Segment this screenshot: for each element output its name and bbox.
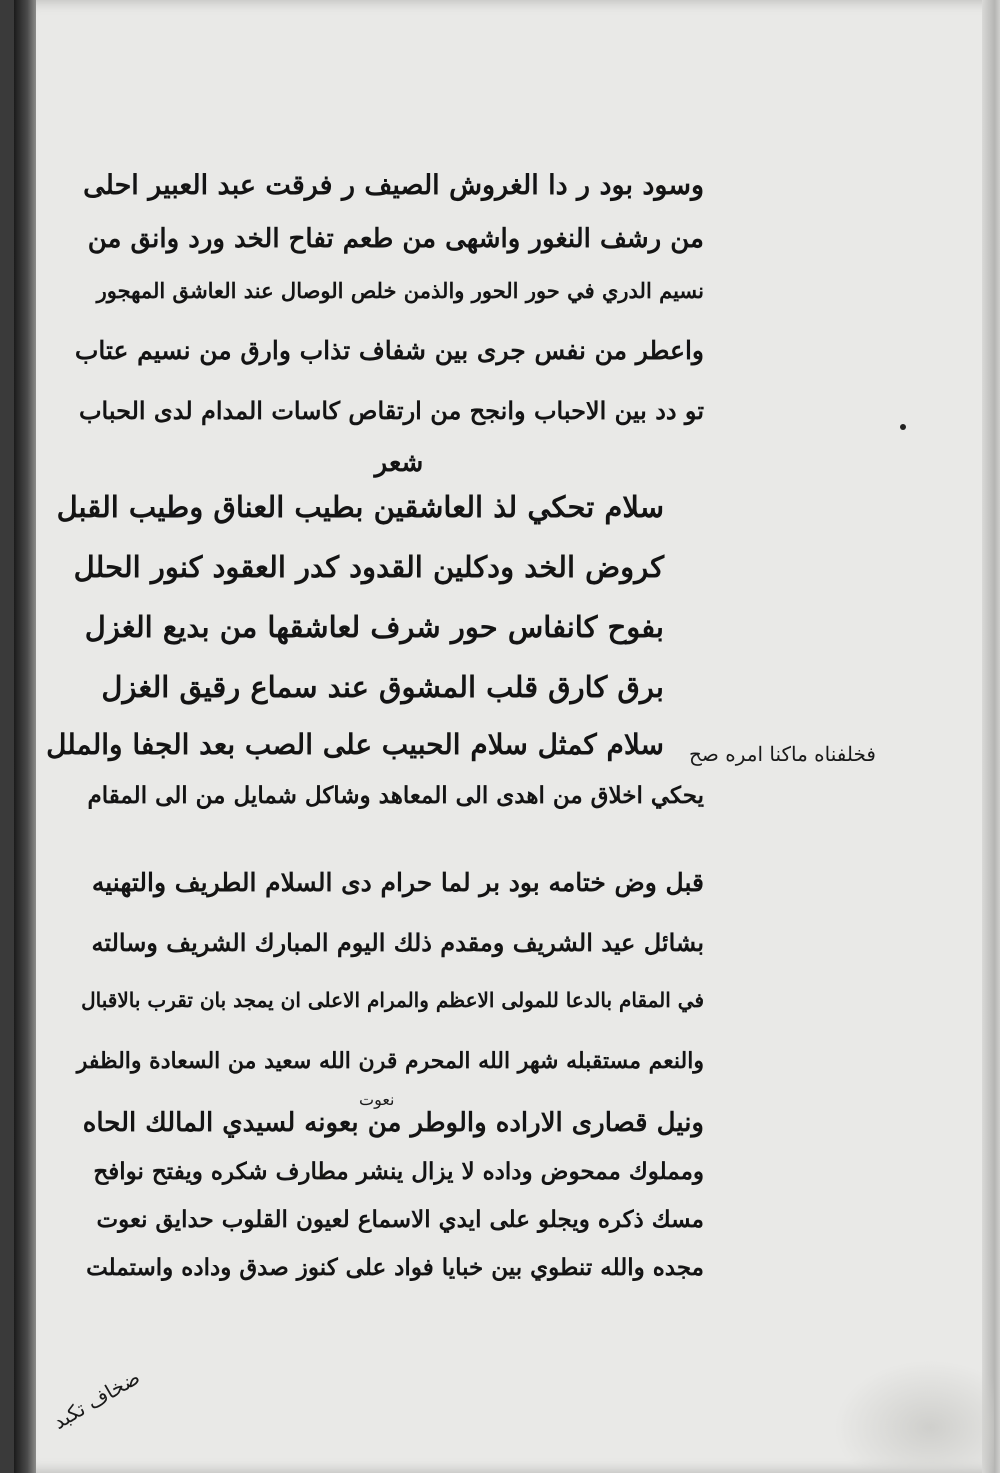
text-line: تو دد بين الاحباب وانجح من ارتقاص كاسات المدام لدى الحباب [78, 396, 704, 425]
text-line: نسيم الدري في حور الحور والذمن خلص الوصال عند العاشق المهجور [96, 278, 704, 303]
text-line: وسود بود ر دا الغروش الصيف ر فرقت عبد العبير احلى [83, 170, 704, 201]
page-edge [982, 0, 1000, 1473]
paper-stain [834, 1360, 994, 1473]
poem-line: كروض الخد ودكلين القدود كدر العقود كنور الحلل [73, 550, 664, 584]
poem-line: سلام تحكي لذ العاشقين بطيب العناق وطيب القبل [56, 490, 664, 524]
catchword: ضخاف تكبد [48, 1365, 144, 1434]
text-line: ونيل قصارى الاراده والوطر من بعونه لسيدي المالك الحاه [82, 1108, 704, 1138]
text-line: يحكي اخلاق من اهدى الى المعاهد وشاكل شمايل من الى المقام [87, 782, 704, 809]
poem-line: سلام كمثل سلام الحبيب على الصب بعد الجفا والملل [46, 728, 664, 761]
binding-gutter [14, 0, 36, 1473]
text-line: مسك ذكره ويجلو على ايدي الاسماع لعيون القلوب حدايق نعوت [96, 1206, 704, 1233]
manuscript-page [14, 0, 1000, 1473]
margin-note: فخلفناه ماكنا امره صح [688, 742, 876, 766]
text-line: قبل وض ختامه بود بر لما حرام دى السلام الطريف والتهنيه [91, 868, 704, 897]
text-line: والنعم مستقبله شهر الله المحرم قرن الله سعيد من السعادة والظفر [76, 1048, 704, 1074]
text-line: من رشف النغور واشهى من طعم تفاح الخد ورد وانق من [87, 224, 704, 254]
text-line: ومملوك ممحوض وداده لا يزال ينشر مطارف شكره ويفتح نوافح [93, 1158, 704, 1185]
poem-heading: شعر [374, 448, 424, 478]
text-line: مجده والله تنطوي بين خبايا فواد على كنوز صدق وداده واستملت [86, 1254, 704, 1281]
text-line: واعطر من نفس جرى بين شفاف تذاب وارق من نسيم عتاب [74, 336, 704, 365]
interlinear-note: نعوت [359, 1090, 395, 1109]
ink-dot [900, 424, 906, 430]
poem-line: بفوح كانفاس حور شرف لعاشقها من بديع الغزل [84, 610, 664, 644]
poem-line: برق كارق قلب المشوق عند سماع رقيق الغزل [101, 670, 664, 704]
text-line: بشائل عيد الشريف ومقدم ذلك اليوم المبارك الشريف وسالته [91, 928, 704, 957]
text-line: في المقام بالدعا للمولى الاعظم والمرام الاعلى ان يمجد بان تقرب بالاقبال [81, 988, 704, 1012]
